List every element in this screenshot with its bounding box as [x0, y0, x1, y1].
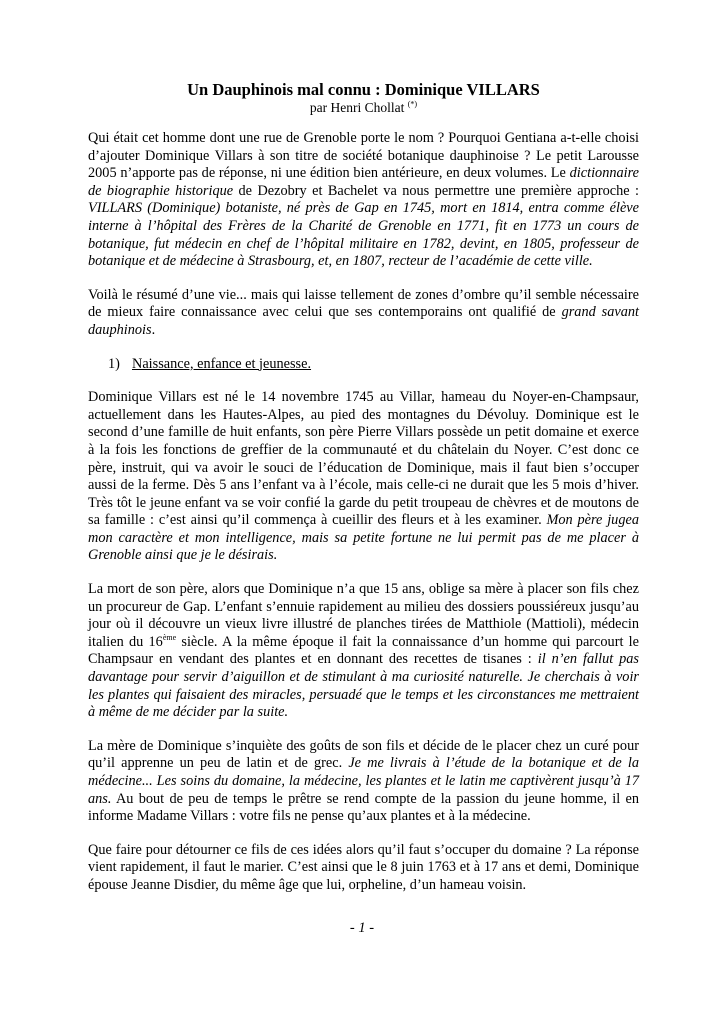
- paragraph-birth: [88, 389, 639, 565]
- summary-italic: grand savant dauphinois: [88, 304, 639, 338]
- marriage-text: Que faire pour détourner ce fils de ces idées alors qu’il faut s’occuper du domaine ? La réponse vient rapidement, il faut le marier. C’est ainsi que le 8 juin 1763 et à 17 ans et demi, Dominique épouse Jeanne Disdier, du même âge que lui, orpheline, d’un hameau voisin.: [88, 841, 639, 893]
- paragraph-summary: [88, 287, 639, 340]
- mother-text-c: Au bout de peu de temps le prêtre se rend compte de la passion du jeune homme, il en informe Madame Villars : votre fils ne pense qu’aux plantes et à la médecine.: [88, 790, 639, 825]
- century-superscript: ème: [162, 633, 177, 643]
- summary-text-a: Voilà le résumé d’une vie... mais qui laisse tellement de zones d’ombre qu’il semble nécessaire de mieux faire connaissance avec celui que ses contemporains ont qualifié de: [88, 286, 639, 321]
- birth-quote: Mon père jugea mon caractère et mon intelligence, mais sa petite fortune ne lui permit pas de me placer à Grenoble ainsi que je le désirais.: [88, 512, 639, 564]
- father-quote: il n’en fallut pas davantage pour servir d’aiguillon et de stimulant à ma curiosité naturelle. Je cherchais à voir les plantes qui faisaient des miracles, persuadé que le temps et les circonstances me mettraient à même de me décider par la suite.: [88, 651, 639, 721]
- document-page: [88, 80, 639, 895]
- intro-text-a: Qui était cet homme dont une rue de Grenoble porte le nom ? Pourquoi Gentiana a-t-elle choisi d’ajouter Dominique Villars à son titre de société botanique dauphinoise ? Le petit Larousse 2005 n’apporte pas de réponse, ni une édition bien antérieure, en deux volumes. Le: [88, 130, 639, 182]
- mother-quote: Je me livrais à l’étude de la botanique et de la médecine... Les soins du domaine, la médecine, les plantes et le latin me captivèrent jusqu’à 17 ans.: [88, 755, 639, 807]
- dictionary-title: dictionnaire de biographie historique: [88, 165, 639, 199]
- paragraph-mother: [88, 738, 639, 826]
- paragraph-marriage: [88, 842, 639, 895]
- author-name: par Henri Chollat: [309, 100, 405, 115]
- paragraph-father-death: [88, 581, 639, 722]
- mother-text-a: La mère de Dominique s’inquiète des goûts de son fils et décide de le placer chez un curé pour qu’il apprenne un peu de latin et de grec.: [88, 737, 639, 772]
- section-number: 1): [108, 355, 120, 372]
- summary-text-c: .: [151, 321, 156, 338]
- author-line: [88, 100, 639, 116]
- document-title: Un Dauphinois mal connu : Dominique VILLARS: [187, 80, 540, 99]
- father-text-a: La mort de son père, alors que Dominique n’a que 15 ans, oblige sa mère à placer son fils chez un procureur de Gap. L’enfant s’ennuie rapidement au milieu des dossiers poussiéreux jusqu’au jour où il découvre un vieux livre illustré de planches tirées de Matthiole (Mattioli), médecin italien du 16: [88, 581, 639, 650]
- section-heading: [108, 356, 639, 374]
- intro-text-c: de Dezobry et Bachelet va nous permettre une première approche :: [233, 182, 639, 199]
- father-text-b: siècle. A la même époque il fait la connaissance d’un homme qui parcourt le Champsaur en vendant des plantes et en donnant des recettes de tisanes :: [88, 633, 639, 668]
- page-number: - 1 -: [349, 920, 375, 936]
- birth-text: Dominique Villars est né le 14 novembre 1745 au Villar, hameau du Noyer-en-Champsaur, actuellement dans les Hautes-Alpes, au pied des montagnes du Dévoluy. Dominique est le second d’une famille de huit enfants, son père Pierre Villars possède un petit domaine et exerce à la fois les fonctions de greffier de la communauté et du châtelain du Noyer. C’est donc ce père, instruit, qui va avoir le souci de l’éducation de Dominique, mais il faut bien s’occuper aussi de la ferme. Dès 5 ans l’enfant va à l’école, mais celle-ci ne durait que les 5 mois d’hiver. Très tôt le jeune enfant va se voir confié la garde du petit troupeau de chèvres et de moutons de sa famille : c’est ainsi qu’il commença à cueillir des fleurs et à les examiner.: [88, 389, 639, 529]
- author-footnote-marker: (*): [407, 99, 418, 109]
- paragraph-intro: [88, 130, 639, 271]
- section-label: Naissance, enfance et jeunesse.: [132, 355, 312, 372]
- dictionary-quote: VILLARS (Dominique) botaniste, né près de Gap en 1745, mort en 1814, entra comme élève interne à l’hôpital des Frères de la Charité de Grenoble en 1771, fit en 1773 un cours de botanique, fut médecin en chef de l’hôpital militaire en 1782, devint, en 1805, professeur de botanique et de médecine à Strasbourg, et, en 1807, recteur de l’académie de cette ville.: [88, 200, 639, 270]
